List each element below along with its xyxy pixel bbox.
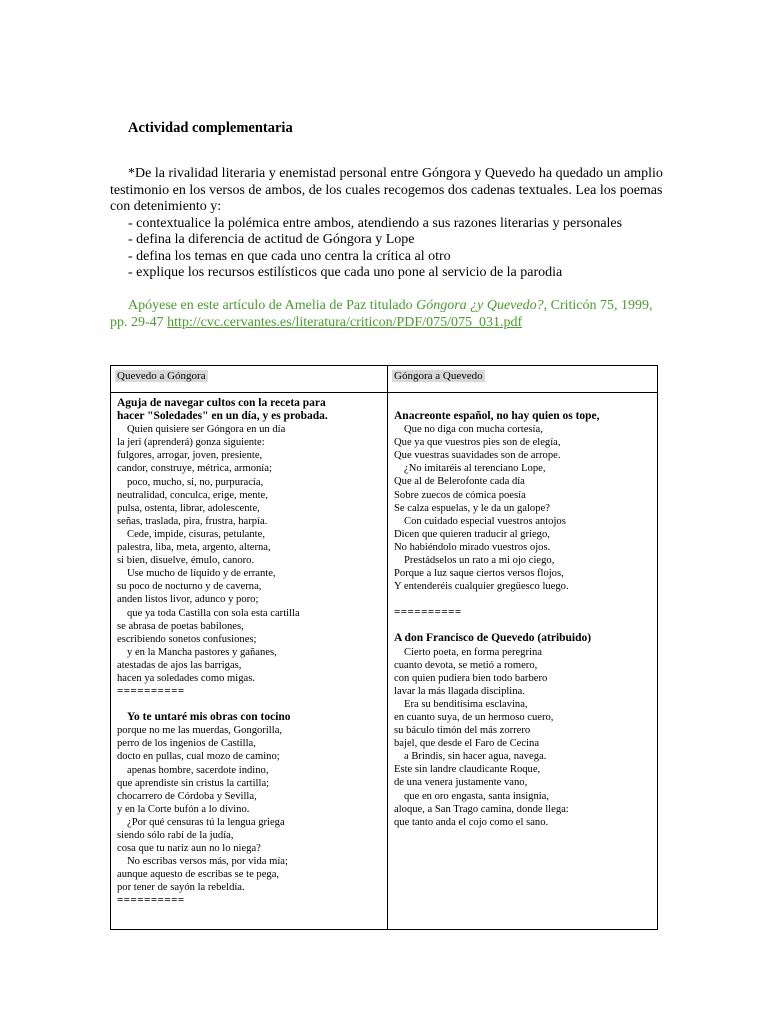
reference-suffix: , Criticón 75, 1999, pp. 29-47 bbox=[110, 298, 653, 330]
poem-line: neutralidad, conculca, erige, mente, bbox=[117, 489, 268, 501]
poem-line: por tener de sayón la rebeldía. bbox=[117, 882, 245, 894]
poem-line: Era su benditísima esclavina, bbox=[404, 698, 528, 710]
reference-prefix: Apóyese en este artículo de Amelia de Paz titulado bbox=[128, 298, 417, 313]
stanza-gap bbox=[394, 593, 651, 606]
poem-line: cuanto devota, se metió a romero, bbox=[394, 659, 538, 671]
poem-line: pulsa, ostenta, librar, adolescente, bbox=[117, 502, 260, 514]
task-item: - contextualice la polémica entre ambos, atendiendo a sus razones literarias y personales bbox=[128, 215, 623, 231]
poem-line: Sobre zuecos de cómica poesía bbox=[394, 489, 526, 501]
poem-line: que ya toda Castilla con sola esta cartilla bbox=[127, 607, 300, 619]
poem-line: Porque a luz saque ciertos versos flojos, bbox=[394, 568, 564, 580]
poem-line: Quien quisiere ser Góngora en un día bbox=[127, 424, 286, 436]
intro-paragraph: *De la rivalidad literaria y enemistad personal entre Góngora y Quevedo ha quedado un amplio testimonio en los versos de ambos, de los cuales recogemos dos cadenas textuales. Lea los poemas con detenimiento y: bbox=[110, 166, 663, 214]
poem-line: lavar la más llagada disciplina. bbox=[394, 685, 525, 697]
left-poems-cell bbox=[111, 393, 388, 930]
poem-separator: ========== bbox=[394, 606, 462, 619]
poem-line: con quien pudiera bien todo barbero bbox=[394, 672, 548, 684]
table-header-row bbox=[111, 366, 658, 393]
left-poems bbox=[111, 393, 387, 908]
poem-line: bajel, que desde el Faro de Cecina bbox=[394, 738, 540, 750]
poem-line: Con cuidado especial vuestros antojos bbox=[404, 515, 566, 527]
poem-line: Este sin landre claudicante Roque, bbox=[394, 764, 541, 776]
right-poems-cell bbox=[388, 393, 658, 930]
poem-line: Que vuestras suavidades son de arrope. bbox=[394, 450, 561, 462]
poem-line: que aprendiste sin cristus la cartilla; bbox=[117, 777, 270, 789]
poem-title: Yo te untaré mis obras con tocino bbox=[127, 711, 291, 724]
poem-line: de una venera justamente vano, bbox=[394, 777, 528, 789]
poem-line: Cierto poeta, en forma peregrina bbox=[404, 646, 542, 658]
poem-line: Prestádselos un rato a mi ojo ciego, bbox=[404, 555, 555, 567]
poem-line: hacen ya soledades como migas. bbox=[117, 672, 255, 684]
stanza-gap bbox=[117, 698, 381, 711]
poem-line: su poco de nocturno y de caverna, bbox=[117, 581, 262, 593]
poem-title: hacer "Soledades" en un día, y es probada. bbox=[117, 410, 328, 423]
poem-line: la jeri (aprenderá) gonza siguiente: bbox=[117, 437, 265, 449]
poem-line: Que no diga con mucha cortesía, bbox=[404, 424, 543, 436]
header-gongora-a-quevedo: Góngora a Quevedo bbox=[394, 370, 483, 382]
poem-line: aloque, a San Trago camina, donde llega: bbox=[394, 803, 569, 815]
poem-line: escribiendo sonetos confusiones; bbox=[117, 633, 257, 645]
header-quevedo-a-gongora: Quevedo a Góngora bbox=[117, 370, 206, 382]
task-item: - defina la diferencia de actitud de Góngora y Lope bbox=[128, 232, 415, 247]
poem-line: que en oro engasta, santa insignia, bbox=[404, 790, 550, 802]
poem-line: palestra, liba, meta, argento, alterna, bbox=[117, 542, 271, 554]
task-item: - defina los temas en que cada uno centra la crítica al otro bbox=[128, 248, 451, 264]
poem-line: si bien, disuelve, émulo, canoro. bbox=[117, 555, 255, 567]
task-list bbox=[110, 216, 670, 282]
article-title: Góngora ¿y Quevedo? bbox=[416, 298, 544, 313]
poem-line: No habiéndolo mirado vuestros ojos. bbox=[394, 541, 551, 553]
header-cell bbox=[388, 366, 658, 393]
poem-line: ¿Por qué censuras tú la lengua griega bbox=[127, 816, 285, 828]
right-poems bbox=[388, 393, 657, 829]
poem-line: Se calza espuelas, y le da un galope? bbox=[394, 502, 550, 514]
poem-line: candor, construye, métrica, armonía; bbox=[117, 463, 272, 475]
page-heading: Actividad complementaria bbox=[128, 120, 293, 136]
poem-line: perro de los ingenios de Castilla, bbox=[117, 738, 256, 750]
poem-line: siendo sólo rabí de la judía, bbox=[117, 830, 234, 841]
stanza-gap bbox=[394, 619, 651, 632]
poem-line: su báculo timón del más zorrero bbox=[394, 725, 531, 737]
poem-line: aunque aquesto de escribas se te pega, bbox=[117, 869, 280, 881]
header-cell bbox=[111, 366, 388, 393]
poem-line: Que ya que vuestros pies son de elegía, bbox=[394, 437, 561, 449]
poem-line: a Brindis, sin hacer agua, navega. bbox=[404, 751, 547, 763]
poem-line: que tanto anda el cojo como el sano. bbox=[394, 816, 549, 828]
instructions bbox=[110, 166, 670, 282]
poem-line: No escribas versos más, por vida mía; bbox=[127, 856, 288, 868]
stanza-gap bbox=[394, 397, 651, 410]
poem-line: Use mucho de líquido y de errante, bbox=[127, 568, 276, 580]
poem-line: y en la Mancha pastores y gañanes, bbox=[127, 646, 277, 658]
poem-line: apenas hombre, sacerdote indino, bbox=[127, 764, 269, 776]
poem-line: atestadas de ajos las barrigas, bbox=[117, 659, 242, 671]
poem-line: fulgores, arrogar, joven, presiente, bbox=[117, 450, 263, 462]
poem-line: ¿No imitaréis al terenciano Lope, bbox=[404, 463, 546, 475]
poem-title: Aguja de navegar cultos con la receta para bbox=[117, 397, 326, 409]
article-reference bbox=[110, 297, 670, 331]
poem-line: anden listos livor, adunco y poro; bbox=[117, 594, 259, 606]
task-item: - explique los recursos estilísticos que cada uno pone al servicio de la parodia bbox=[128, 265, 563, 280]
poem-line: docto en pullas, cual mozo de camino; bbox=[117, 751, 280, 763]
poem-separator: ========== bbox=[117, 685, 185, 698]
poem-line: se abrasa de poetas babilones, bbox=[117, 620, 244, 632]
poem-line: porque no me las muerdas, Gongorilla, bbox=[117, 725, 283, 737]
poem-title: Anacreonte español, no hay quien os tope, bbox=[394, 410, 600, 422]
poem-line: poco, mucho, si, no, purpuracía, bbox=[127, 476, 264, 488]
poem-line: Dicen que quieren traducir al griego, bbox=[394, 528, 550, 540]
poem-line: y en la Corte bufón a lo divino. bbox=[117, 803, 250, 815]
article-link[interactable]: http://cvc.cervantes.es/literatura/criticon/PDF/075/075_031.pdf bbox=[167, 315, 523, 330]
poem-line: Que al de Belerofonte cada día bbox=[394, 476, 525, 488]
poem-separator: ========== bbox=[117, 894, 185, 907]
poem-line: chocarrero de Córdoba y Sevilla, bbox=[117, 790, 257, 802]
poem-line: cosa que tu nariz aun no lo niega? bbox=[117, 843, 261, 855]
table-body-row bbox=[111, 393, 658, 930]
poem-title: A don Francisco de Quevedo (atribuido) bbox=[394, 632, 592, 645]
poem-line: señas, traslada, pira, frustra, harpía. bbox=[117, 515, 268, 527]
poem-line: en cuanto suya, de un hermoso cuero, bbox=[394, 711, 554, 723]
poems-table bbox=[110, 365, 658, 930]
poem-line: Cede, impide, cisuras, petulante, bbox=[127, 528, 265, 540]
poem-line: Y entenderéis cualquier gregüesco luego. bbox=[394, 581, 569, 593]
